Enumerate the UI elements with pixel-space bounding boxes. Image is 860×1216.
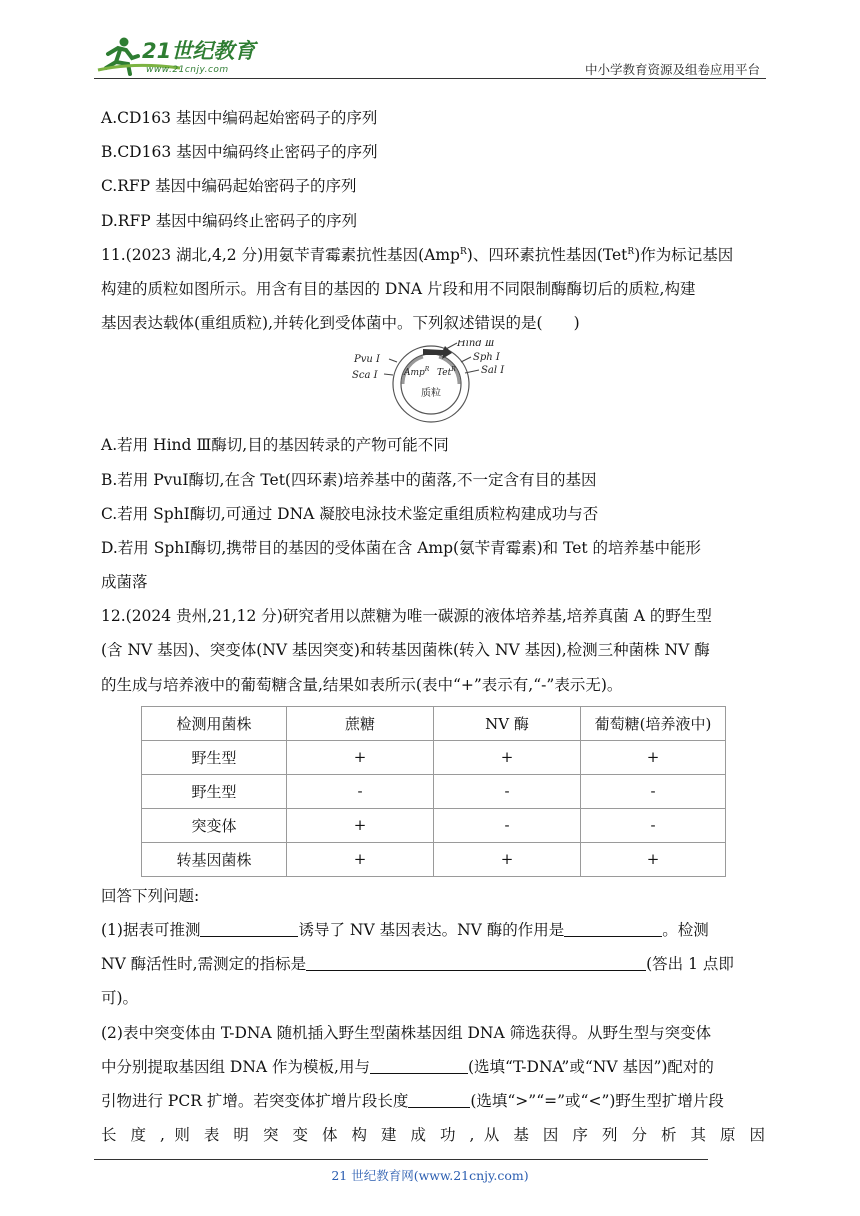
table-cell: 野生型 [142,740,287,774]
q10-option-d: D.RFP 基因中编码终止密码子的序列 [101,211,358,230]
plasmid-figure [101,340,765,428]
q12-part1-line1: (1)据表可推测 诱导了 NV 基因表达。NV 酶的作用是 。检测 [101,921,709,939]
answer-blank[interactable] [200,922,298,937]
hind-site-line [446,343,457,349]
table-header-row [142,706,726,740]
table-header-cell: NV 酶 [434,706,581,740]
table-cell: + [434,842,581,876]
answer-blank[interactable] [564,922,662,937]
runner-logo-icon [94,34,269,78]
table-row [142,808,726,842]
q12-part2-line3: 引物进行 PCR 扩增。若突变体扩增片段长度 (选填“>”“=”或“<”)野生型扩增片段 [101,1091,724,1110]
footer-divider [94,1159,708,1160]
table-cell: + [287,740,434,774]
table-cell: + [581,740,726,774]
table-row [142,740,726,774]
pvu-label: Pvu Ⅰ [354,354,380,366]
header-divider [94,78,766,79]
q12-part1-line3: 可)。 [101,989,139,1008]
table-cell: 转基因菌株 [142,842,287,876]
svg-text:www.21cnjy.com: www.21cnjy.com [146,65,229,75]
q11-option-b: B.若用 PvuⅠ酶切,在含 Tet(四环素)培养基中的菌落,不一定含有目的基因 [101,470,597,489]
sca-label: Sca Ⅰ [352,370,378,382]
q11-stem-line3: 基因表达载体(重组质粒),并转化到受体菌中。下列叙述错误的是( ) [101,314,580,333]
answer-blank[interactable] [408,1093,470,1108]
sph-site-line [461,357,471,362]
table-cell: - [287,774,434,808]
table-cell: + [581,842,726,876]
q12-stem-line2: (含 NV 基因)、突变体(NV 基因突变)和转基因菌株(转入 NV 基因),检测三种菌株 NV 酶 [101,641,710,660]
table-cell: + [287,808,434,842]
q12-part2-line1: (2)表中突变体由 T-DNA 随机插入野生型菌株基因组 DNA 筛选获得。从野生型与突变体 [101,1023,712,1042]
answer-blank[interactable] [306,956,646,971]
plasmid-ring [393,346,469,422]
table-header-cell: 葡萄糖(培养液中) [581,706,726,740]
q11-option-a: A.若用 Hind Ⅲ酶切,目的基因转录的产物可能不同 [101,436,449,455]
q11-option-d-line2: 成菌落 [101,573,148,592]
q12-stem-line3: 的生成与培养液中的葡萄糖含量,结果如表所示(表中“+”表示有,“-”表示无)。 [101,675,623,694]
hind-label: Hind Ⅲ [457,340,495,350]
sph-label: Sph Ⅰ [473,352,500,364]
q12-part1-line2: NV 酶活性时,需测定的指标是 (答出 1 点即 [101,955,734,974]
table-cell: 突变体 [142,808,287,842]
question-content [101,101,765,1152]
table-cell: 野生型 [142,774,287,808]
q10-option-b: B.CD163 基因中编码终止密码子的序列 [101,143,378,162]
table-cell: - [581,774,726,808]
table-cell: - [581,808,726,842]
q10-option-c: C.RFP 基因中编码起始密码子的序列 [101,177,357,196]
platform-tagline: 中小学教育资源及组卷应用平台 [584,62,760,77]
table-row [142,842,726,876]
q10-option-a: A.CD163 基因中编码起始密码子的序列 [101,109,378,127]
table-row [142,774,726,808]
amp-label: Amp$^R$ [404,366,430,379]
answer-prompt: 回答下列问题: [101,886,200,905]
sal-label: Sal Ⅰ [481,365,505,377]
q12-part2-line2: 中分别提取基因组 DNA 作为模板,用与 (选填“T-DNA”或“NV 基因”)配对的 [101,1057,714,1076]
q11-option-d-line1: D.若用 SphⅠ酶切,携带目的基因的受体菌在含 Amp(氨苄青霉素)和 Tet 的培养基中能形 [101,538,702,557]
answer-blank[interactable] [370,1059,468,1074]
table-header-cell: 检测用菌株 [142,706,287,740]
table-header-cell: 蔗糖 [287,706,434,740]
table-cell: + [434,740,581,774]
q11-option-c: C.若用 SphⅠ酶切,可通过 DNA 凝胶电泳技术鉴定重组质粒构建成功与否 [101,504,599,523]
plasmid-center-label: 质粒 [421,388,441,400]
tet-label: Tet$^R$ [437,366,456,379]
table-cell: - [434,808,581,842]
q11-stem-line2: 构建的质粒如图所示。用含有目的基因的 DNA 片段和用不同限制酶酶切后的质粒,构建 [101,279,696,298]
table-cell: - [434,774,581,808]
q12-stem-line1: 12.(2024 贵州,21,12 分)研究者用以蔗糖为唯一碳源的液体培养基,培养真菌 A 的野生型 [101,607,712,626]
q12-part2-line4: 长 度 , 则 表 明 突 变 体 构 建 成 功 , 从 基 因 序 列 分 析 其 原 因 [101,1126,765,1145]
site-logo[interactable] [94,34,269,78]
pvu-site-line [389,359,397,362]
sca-site-line [384,374,393,375]
table-cell: + [287,842,434,876]
result-table [141,706,726,877]
footer-link[interactable]: 21 世纪教育网(www.21cnjy.com) [331,1168,529,1183]
q11-stem-line1: 11.(2023 湖北,4,2 分)用氨苄青霉素抗性基因(Amp$^R$)、四环素抗性基因(Tet$^R$)作为标记基因 [101,245,734,264]
svg-text:21世纪教育: 21世纪教育 [142,39,256,63]
page-header [94,30,766,82]
